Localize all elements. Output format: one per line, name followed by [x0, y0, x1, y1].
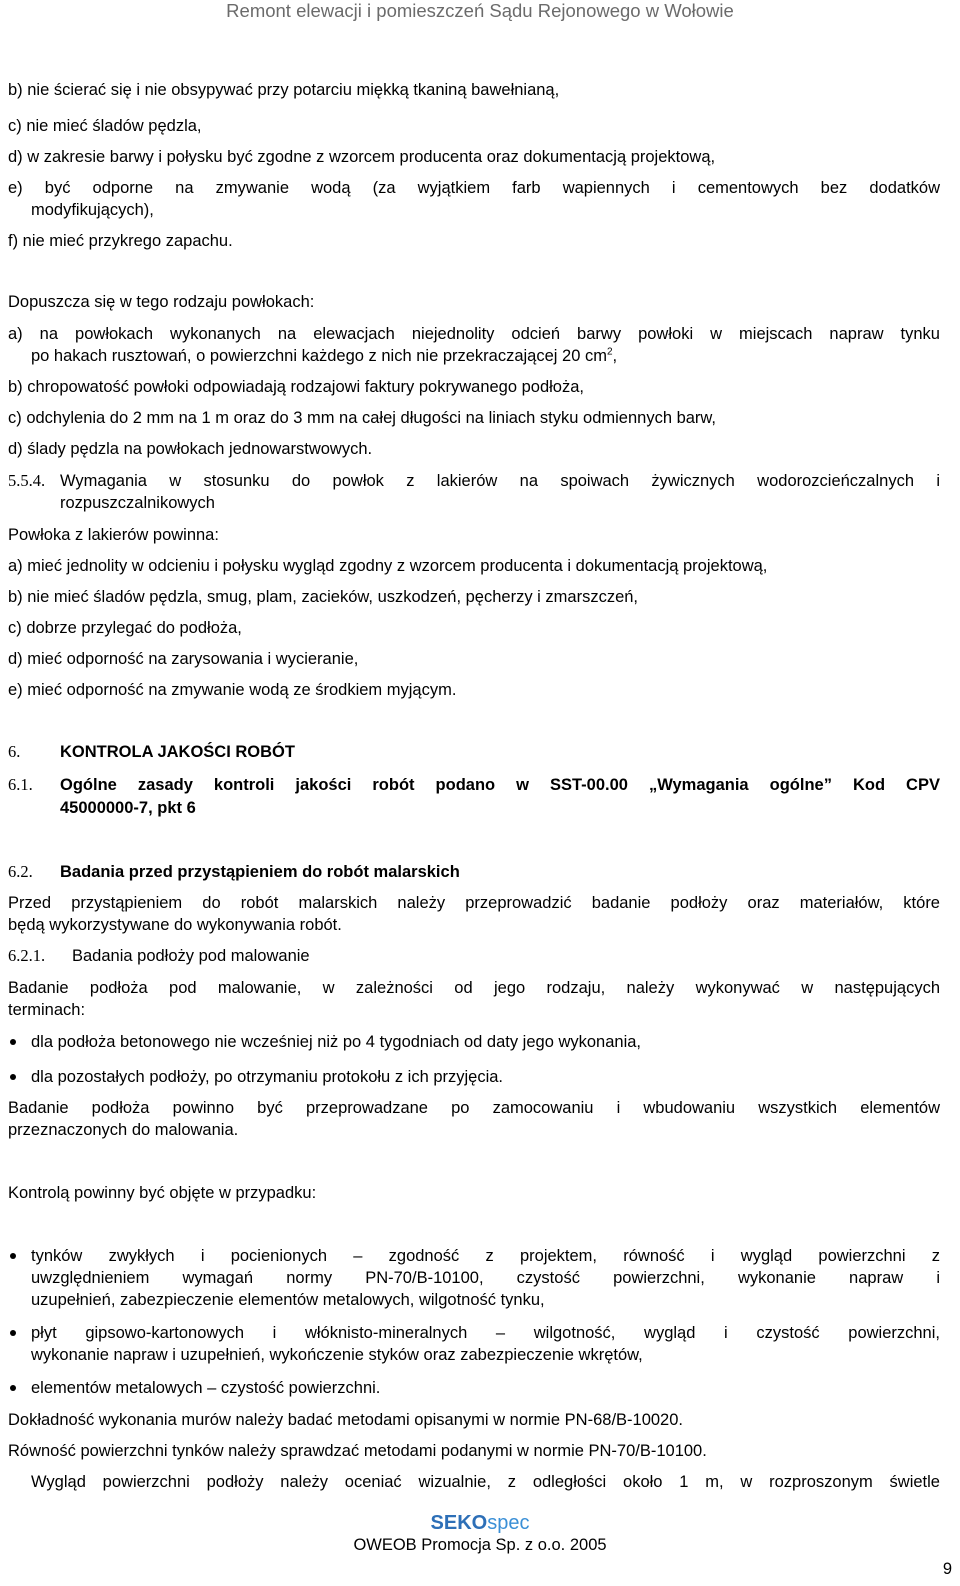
section-6-2-para-line1: Przed przystąpieniem do robót malarskich należy przeprowadzić badanie podłoży oraz materiałów, które [8, 894, 940, 912]
bullet-icon [10, 1039, 16, 1045]
section-title-5-5-4-line1: Wymagania w stosunku do powłok z lakierów na spoiwach żywicznych wodorozcieńczalnych i [60, 472, 940, 490]
lacquer-item-d: d) mieć odporność na zarysowania i wycieranie, [8, 650, 359, 668]
section-number-6-2-1: 6.2.1. [8, 946, 46, 965]
bullet-icon [10, 1074, 16, 1080]
lacquer-item-b: b) nie mieć śladów pędzla, smug, plam, zacieków, uszkodzeń, pęcherzy i zmarszczeń, [8, 588, 639, 606]
control-bullet-1-line1: tynków zwykłych i pocienionych – zgodność z projektem, równość i wygląd powierzchni z [31, 1247, 940, 1265]
section-title-6-2: Badania przed przystąpieniem do robót malarskich [60, 863, 460, 881]
control-para-3: Wygląd powierzchni podłoży należy oceniać wizualnie, z odległości około 1 m, w rozproszonym świetle [31, 1473, 940, 1491]
superscript: 2 [606, 346, 613, 358]
section-title-6: KONTROLA JAKOŚCI ROBÓT [60, 743, 295, 761]
list-item: dla podłoża betonowego nie wcześniej niż po 4 tygodniach od daty jego wykonania, [31, 1033, 642, 1051]
section-6-2-1-para2-line2: przeznaczonych do malowania. [8, 1121, 239, 1139]
section-title-6-2-1: Badania podłoży pod malowanie [72, 947, 310, 965]
list-item-d: d) w zakresie barwy i połysku być zgodne z wzorcem producenta oraz dokumentacją projektową, [8, 148, 716, 166]
lacquer-intro: Powłoka z lakierów powinna: [8, 526, 219, 544]
list-item-b: b) nie ścierać się i nie obsypywać przy potarciu miękką tkaniną bawełnianą, [8, 81, 560, 99]
footer-company: OWEOB Promocja Sp. z o.o. 2005 [353, 1536, 607, 1554]
section-6-2-para-line2: będą wykorzystywane do wykonywania robót. [8, 916, 342, 934]
list-item-f: f) nie mieć przykrego zapachu. [8, 232, 233, 250]
allowed-item-b: b) chropowatość powłoki odpowiadają rodzajowi faktury pokrywanego podłoża, [8, 378, 584, 396]
allowed-item-c: c) odchylenia do 2 mm na 1 m oraz do 3 mm na całej długości na liniach styku odmiennych barw, [8, 409, 717, 427]
list-item-c: c) nie mieć śladów pędzla, [8, 117, 202, 135]
page-header: Remont elewacji i pomieszczeń Sądu Rejonowego w Wołowie [226, 0, 734, 21]
bullet-icon [10, 1385, 16, 1391]
control-bullet-2-line1: płyt gipsowo-kartonowych i włóknisto-mineralnych – wilgotność, wygląd i czystość powierzchni, [31, 1324, 940, 1342]
footer-logo: SEKOspec [430, 1512, 530, 1534]
control-para-1: Dokładność wykonania murów należy badać metodami opisanymi w normie PN-68/B-10020. [8, 1411, 683, 1429]
allowed-item-d: d) ślady pędzla na powłokach jednowarstwowych. [8, 440, 373, 458]
bullet-icon [10, 1253, 16, 1259]
section-title-6-1-line2: 45000000-7, pkt 6 [60, 799, 196, 817]
section-6-2-1-para2-line1: Badanie podłoża powinno być przeprowadzane po zamocowaniu i wbudowaniu wszystkich elementów [8, 1099, 940, 1117]
section-number-6: 6. [8, 742, 21, 761]
section-number-6-1: 6.1. [8, 775, 33, 794]
list-item: dla pozostałych podłoży, po otrzymaniu protokołu z ich przyjęcia. [31, 1068, 504, 1086]
control-bullet-1-line3: uzupełnień, zabezpieczenie elementów metalowych, wilgotność tynku, [31, 1291, 545, 1309]
control-bullet-2-line2: wykonanie napraw i uzupełnień, wykończenie styków oraz zabezpieczenie wkrętów, [31, 1346, 643, 1364]
control-para-2: Równość powierzchni tynków należy sprawdzać metodami podanymi w normie PN-70/B-10100. [8, 1442, 707, 1460]
lacquer-item-a: a) mieć jednolity w odcieniu i połysku wygląd zgodny z wzorcem producenta i dokumentacją projektową, [8, 557, 768, 575]
lacquer-item-c: c) dobrze przylegać do podłoża, [8, 619, 242, 637]
bullet-icon [10, 1330, 16, 1336]
section-6-2-1-para-line2: terminach: [8, 1001, 86, 1019]
allowed-item-a-line2: po hakach rusztowań, o powierzchni każdego z nich nie przekraczającej 20 $cm^2$, [31, 346, 618, 365]
list-item-e-line2: modyfikujących), [31, 201, 154, 219]
lacquer-item-e: e) mieć odporność na zmywanie wodą ze środkiem myjącym. [8, 681, 457, 699]
page-number: 9 [942, 1560, 952, 1578]
list-item-e-line1: e) być odporne na zmywanie wodą (za wyjątkiem farb wapiennych i cementowych bez dodatków [8, 179, 940, 197]
section-number-6-2: 6.2. [8, 862, 33, 881]
section-title-6-1-line1: Ogólne zasady kontroli jakości robót podano w SST-00.00 „Wymagania ogólne” Kod CPV [60, 776, 940, 794]
section-title-5-5-4-line2: rozpuszczalnikowych [60, 494, 215, 512]
section-number-5-5-4: 5.5.4. [8, 471, 46, 490]
section-6-2-1-para-line1: Badanie podłoża pod malowanie, w zależności od jego rodzaju, należy wykonywać w następujących [8, 979, 940, 997]
control-intro: Kontrolą powinny być objęte w przypadku: [8, 1184, 317, 1202]
allowed-item-a-line1: a) na powłokach wykonanych na elewacjach niejednolity odcień barwy powłoki w miejscach napraw tynku [8, 325, 940, 343]
control-bullet-3: elementów metalowych – czystość powierzchni. [31, 1379, 381, 1397]
allowed-intro: Dopuszcza się w tego rodzaju powłokach: [8, 293, 315, 311]
control-bullet-1-line2: uwzględnieniem wymagań normy PN-70/B-10100, czystość powierzchni, wykonanie napraw i [31, 1269, 940, 1287]
